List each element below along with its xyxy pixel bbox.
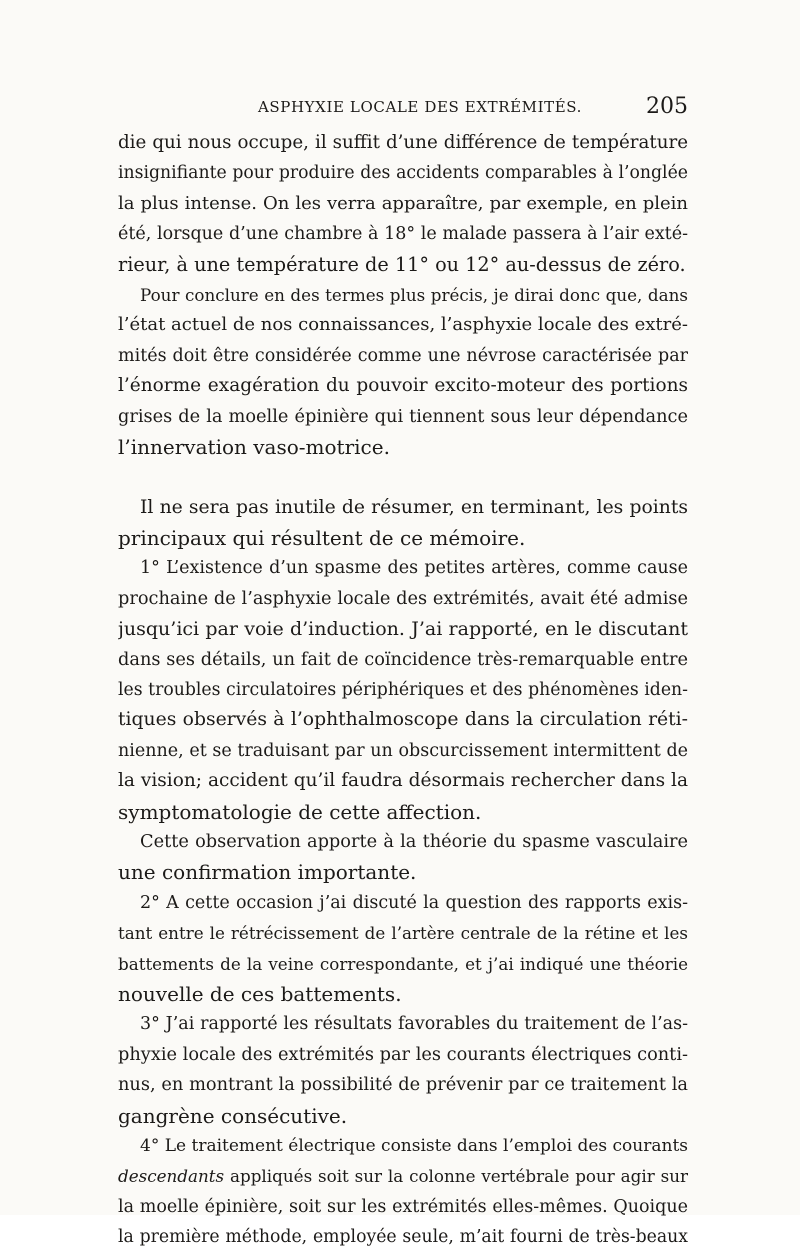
text-line: nouvelle de ces battements.	[118, 981, 402, 1006]
text-line: l’état actuel de nos connaissances, l’asphyxie locale des extré-	[118, 314, 688, 336]
text-line: tant entre le rétrécissement de l’artère centrale de la rétine et les	[118, 923, 688, 944]
text-line: phyxie locale des extrémités par les courants électriques conti-	[118, 1044, 688, 1065]
paragraph-conclusion	[118, 280, 688, 462]
text-line: gangrène consécutive.	[118, 1103, 348, 1128]
paragraph-observation	[118, 827, 688, 888]
emphasized-word: descendants	[118, 1166, 225, 1187]
text-line: 4° Le traitement électrique consiste dans l’emploi des courants	[140, 1135, 688, 1156]
text-line-emphasis	[118, 1161, 688, 1191]
text-line: mités doit être considérée comme une névrose caractérisée par	[118, 345, 688, 366]
paragraph-point-4	[118, 1131, 688, 1252]
text-line: principaux qui résultent de ce mémoire.	[118, 526, 526, 551]
paragraph-point-3	[118, 1009, 688, 1131]
text-line: la vision; accident qu’il faudra désormais rechercher dans la	[118, 770, 688, 792]
page-number: 205	[646, 94, 688, 119]
text-line: 1° L’existence d’un spasme des petites artères, comme cause	[140, 558, 688, 579]
paragraph-continuation	[118, 128, 688, 280]
text-line: 3° J’ai rapporté les résultats favorables du traitement de l’as-	[140, 1014, 688, 1035]
text-line: Pour conclure en des termes plus précis, je dirai donc que, dans	[140, 284, 688, 305]
text-line: dans ses détails, un fait de coïncidence très-remarquable entre	[118, 649, 688, 670]
text-line: rieur, à une température de 11° ou 12° au-dessus de zéro.	[118, 252, 686, 276]
text-line: prochaine de l’asphyxie locale des extrémités, avait été admise	[118, 588, 688, 609]
text-line: Cette observation apporte à la théorie du spasme vasculaire	[140, 831, 688, 852]
text-line: die qui nous occupe, il suffit d’une différence de température	[118, 132, 688, 153]
text-line: été, lorsque d’une chambre à 18° le malade passera à l’air exté-	[118, 224, 688, 245]
text-line: l’énorme exagération du pouvoir excito-moteur des portions	[118, 375, 688, 397]
text-fragment: appliqués soit sur la colonne vertébrale pour agir sur	[224, 1166, 688, 1187]
text-line: une confirmation importante.	[118, 860, 417, 885]
text-line: la plus intense. On les verra apparaître, par exemple, en plein	[118, 192, 688, 214]
text-line: les troubles circulatoires périphériques et des phénomènes iden-	[118, 680, 688, 701]
running-head	[118, 94, 688, 124]
paragraph-point-2	[118, 888, 688, 1010]
text-line: symptomatologie de cette affection.	[118, 799, 482, 824]
text-line: tiques observés à l’ophthalmoscope dans la circulation réti-	[118, 709, 688, 731]
text-line: la moelle épinière, soit sur les extrémités elles-mêmes. Quoique	[118, 1196, 688, 1217]
text-line: la première méthode, employée seule, m’ait fourni de très-beaux	[118, 1227, 688, 1248]
section-gap	[118, 462, 688, 492]
text-line: grises de la moelle épinière qui tiennent sous leur dépendance	[118, 406, 688, 427]
text-line: insignifiante pour produire des accidents comparables à l’onglée	[118, 163, 688, 184]
text-line: jusqu’ici par voie d’induction. J’ai rapporté, en le discutant	[118, 618, 688, 641]
running-title: ASPHYXIE LOCALE DES EXTRÉMITÉS.	[258, 98, 582, 116]
text-line: l’innervation vaso-motrice.	[118, 434, 390, 459]
text-line: nienne, et se traduisant par un obscurcissement intermittent de	[118, 740, 688, 761]
paragraph-point-1	[118, 553, 688, 827]
text-line: battements de la veine correspondante, et j’ai indiqué une théorie	[118, 953, 688, 974]
body-text	[118, 128, 688, 1252]
text-line: nus, en montrant la possibilité de prévenir par ce traitement la	[118, 1075, 688, 1096]
text-line: 2° A cette occasion j’ai discuté la question des rapports exis-	[140, 892, 688, 913]
text-line: Il ne sera pas inutile de résumer, en terminant, les points	[140, 496, 688, 518]
paragraph-summary-intro	[118, 493, 688, 554]
